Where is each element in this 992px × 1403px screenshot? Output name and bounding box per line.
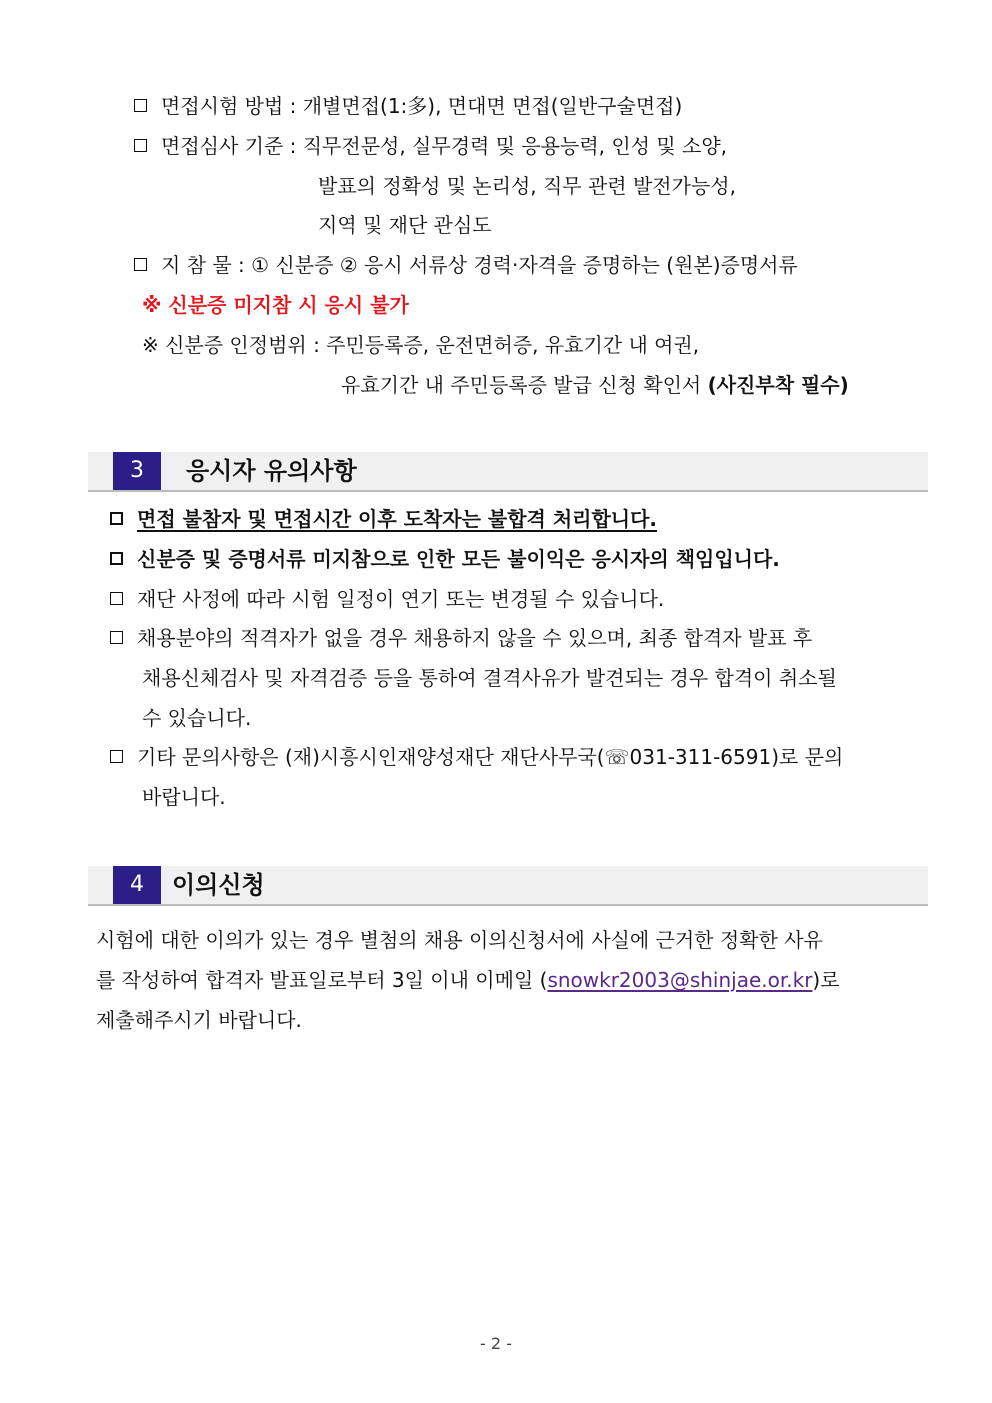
section4-number: 4 <box>113 866 161 904</box>
id-scope-label: ※ 신분증 인정범위 : <box>142 333 320 357</box>
interview-method-value: 개별면접(1:多), 면대면 면접(일반구술면접) <box>302 94 683 118</box>
id-scope-row <box>142 331 699 359</box>
section3-number: 3 <box>113 452 161 490</box>
objection-line3: 제출해주시기 바랍니다. <box>96 1008 302 1032</box>
section3-header <box>88 452 928 492</box>
interview-criteria-line1: 직무전문성, 실무경력 및 응용능력, 인성 및 소양, <box>302 134 728 158</box>
interview-criteria-row: 면접심사 기준 : 직무전문성, 실무경력 및 응용능력, 인성 및 소양, <box>134 132 727 160</box>
email-link[interactable]: snowkr2003@shinjae.or.kr <box>547 968 813 992</box>
page-number: - 2 - <box>480 1334 512 1353</box>
id-scope-line1: 주민등록증, 운전면허증, 유효기간 내 여권, <box>326 333 700 357</box>
objection-line2 <box>96 966 840 994</box>
id-scope-row2 <box>341 371 849 399</box>
interview-method-row: 면접시험 방법 : 개별면접(1:多), 면대면 면접(일반구술면접) <box>134 92 682 120</box>
notice5-line1: 기타 문의사항은 (재)시흥시인재양성재단 재단사무국(☏031-311-6591)로 문의 <box>137 745 844 769</box>
checkbox-square-icon <box>110 750 123 763</box>
checkbox-square-icon <box>134 139 147 152</box>
section3-title: 응시자 유의사항 <box>186 457 357 485</box>
interview-criteria-label: 면접심사 기준 <box>161 134 284 158</box>
notice4-row <box>110 624 812 652</box>
objection-line2-pre: 를 작성하여 합격자 발표일로부터 3일 이내 이메일 ( <box>96 968 548 992</box>
section4-header <box>88 866 928 906</box>
interview-method-label: 면접시험 방법 <box>161 94 284 118</box>
checkbox-square-icon <box>110 512 123 525</box>
interview-criteria-line2: 발표의 정확성 및 논리성, 직무 관련 발전가능성, <box>318 174 736 198</box>
id-scope-line2: 유효기간 내 주민등록증 발급 신청 확인서 <box>341 373 702 397</box>
objection-line2-post: )로 <box>812 968 840 992</box>
checkbox-square-icon <box>134 258 147 271</box>
items-label: 지 참 물 <box>161 253 232 277</box>
notice4-line1: 채용분야의 적격자가 없을 경우 채용하지 않을 수 있으며, 최종 합격자 발표 후 <box>137 626 813 650</box>
checkbox-square-icon <box>110 631 123 644</box>
items-value: ① 신분증 ② 응시 서류상 경력·자격을 증명하는 (원본)증명서류 <box>251 253 798 277</box>
notice3-row <box>110 585 664 613</box>
checkbox-square-icon <box>110 592 123 605</box>
notice3-text: 재단 사정에 따라 시험 일정이 연기 또는 변경될 수 있습니다. <box>137 587 665 611</box>
id-warning: ※ 신분증 미지참 시 응시 불가 <box>142 293 409 317</box>
id-scope-note: (사진부착 필수) <box>707 373 849 397</box>
checkbox-square-icon <box>110 552 123 565</box>
notice2-text: 신분증 및 증명서류 미지참으로 인한 모든 불이익은 응시자의 책임입니다. <box>137 547 780 571</box>
notice1-row <box>110 505 657 533</box>
notice5-line2: 바랍니다. <box>142 785 226 809</box>
interview-criteria-line3: 지역 및 재단 관심도 <box>318 213 492 237</box>
notice2-row <box>110 545 780 573</box>
items-row: 지 참 물 : ① 신분증 ② 응시 서류상 경력·자격을 증명하는 (원본)증명서류 <box>134 251 798 279</box>
notice1-text: 면접 불참자 및 면접시간 이후 도착자는 불합격 처리합니다. <box>137 507 658 531</box>
notice4-line3: 수 있습니다. <box>142 706 252 730</box>
objection-line1: 시험에 대한 이의가 있는 경우 별첨의 채용 이의신청서에 사실에 근거한 정확한 사유 <box>96 928 823 952</box>
section4-title: 이의신청 <box>172 871 265 899</box>
notice5-row <box>110 743 843 771</box>
checkbox-square-icon <box>134 99 147 112</box>
notice4-line2: 채용신체검사 및 자격검증 등을 통하여 결격사유가 발견되는 경우 합격이 취소될 <box>142 666 837 690</box>
